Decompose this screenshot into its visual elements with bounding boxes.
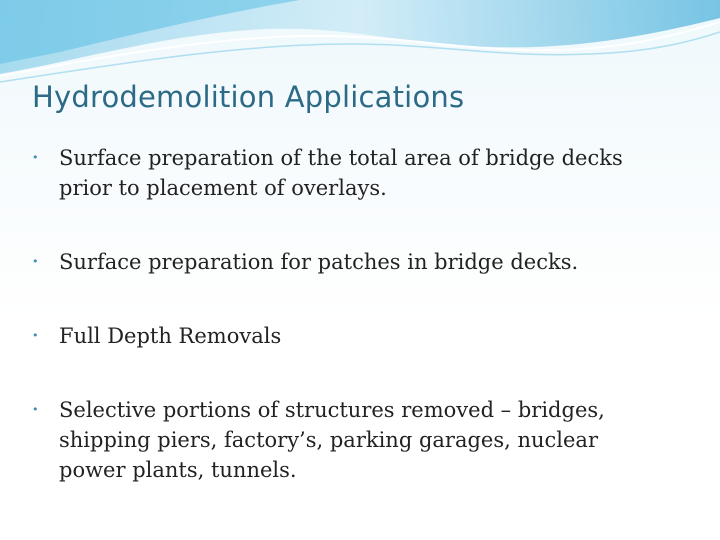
bullet-item	[28, 321, 668, 351]
bullet-text: Selective portions of structures removed – bridges, shipping piers, factory’s, parking garages, nuclear power plants, tunnels.	[59, 398, 605, 482]
bullet-marker: •	[32, 151, 39, 164]
bullet-list	[28, 143, 668, 529]
bullet-marker: •	[32, 255, 39, 268]
bullet-marker: •	[32, 403, 39, 416]
bullet-text: Surface preparation of the total area of bridge decks prior to placement of overlays.	[59, 146, 623, 200]
bullet-text: Full Depth Removals	[59, 324, 282, 348]
bullet-text: Surface preparation for patches in bridge decks.	[59, 250, 579, 274]
bullet-marker: •	[32, 329, 39, 342]
header-wave-decoration	[0, 0, 720, 90]
bullet-item	[28, 247, 668, 277]
slide-title: Hydrodemolition Applications	[32, 80, 465, 114]
bullet-item	[28, 395, 668, 485]
bullet-item	[28, 143, 668, 203]
